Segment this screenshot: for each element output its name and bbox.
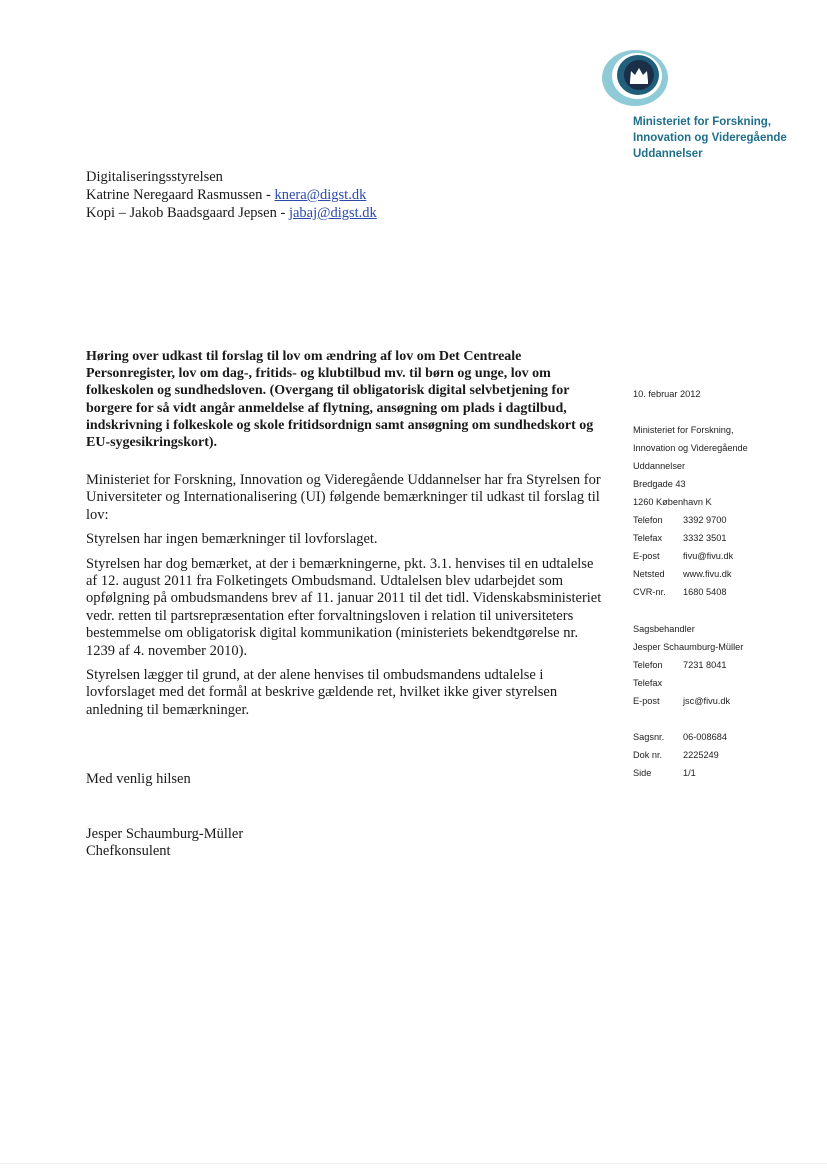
case-row	[633, 728, 823, 746]
letter-subject: Høring over udkast til forslag til lov om ændring af lov om Det Centreale Personregister, lov om dag-, fritids- og klubtilbud mv. til børn og unge, lov om folkeskolen og sundhedsloven. (Overgang til obligatorisk digital selvbetjening for borgere for så vidt angår anmeldelse af flytning, ansøgning om plads i dagtilbud, indskrivning i folkeskole og skole fritidsordnign samt ansøgning om sundhedskort og EU-sygesikringskort).	[86, 349, 594, 451]
recipient-email-link[interactable]: knera@digst.dk	[274, 187, 367, 203]
case-row	[633, 764, 823, 782]
ministry-crown-logo-icon	[600, 48, 670, 108]
sidebar-org-line: Innovation og Videregående	[633, 443, 748, 453]
handler-contact-row	[633, 674, 823, 692]
contact-label: Telefax	[633, 678, 663, 688]
contact-value: 7231 8041	[683, 660, 727, 670]
copy-email-link[interactable]: jabaj@digst.dk	[288, 205, 377, 221]
contact-label: CVR-nr.	[633, 587, 666, 597]
case-row	[633, 746, 823, 764]
contact-label: Telefon	[633, 515, 663, 525]
ministry-name-line: Ministeriet for Forskning,	[633, 116, 772, 128]
sidebar-org-line: Ministeriet for Forskning,	[633, 425, 734, 435]
contact-label: E-post	[633, 696, 660, 706]
contact-row	[633, 529, 823, 547]
address-street: Bredgade 43	[633, 479, 686, 489]
case-value: 1/1	[683, 768, 696, 778]
case-label: Sagsnr.	[633, 732, 665, 742]
sidebar-handler	[633, 620, 823, 710]
contact-label: Netsted	[633, 569, 665, 579]
scan-edge-divider	[0, 1163, 827, 1164]
body-paragraph: Styrelsen lægger til grund, at der alene henvises til ombudsmandens udtalelse i lovforslaget med det formål at beskrive gældende ret, hvilket ikke giver styrelsen anledning til bemærkninger.	[86, 667, 558, 718]
contact-value: 3392 9700	[683, 515, 727, 525]
handler-contact-row	[633, 692, 823, 710]
contact-row	[633, 583, 823, 601]
contact-value: 1680 5408	[683, 587, 727, 597]
contact-value: jsc@fivu.dk	[683, 696, 731, 706]
body-paragraph: Styrelsen har dog bemærket, at der i bemærkningerne, pkt. 3.1. henvises til en udtalelse af 12. august 2011 fra Folketingets Ombudsmand. Udtalelsen blev udarbejdet som opfølgning på ombudsmandens brev af 11. januar 2011 til det tidl. Videnskabsministeriet vedr. retten til partsrepræsentation efter forvaltningsloven i relation til universiteters bestemmelse om obligatorisk digital kommunikation (ministeriets bekendtgørelse nr. 1239 af 4. november 2010).	[86, 555, 602, 659]
address-city: 1260 København K	[633, 497, 712, 507]
signature-title: Chefkonsulent	[86, 843, 171, 860]
contact-label: Telefax	[633, 533, 663, 543]
case-label: Side	[633, 768, 652, 778]
copy-name: Kopi – Jakob Baadsgaard Jepsen -	[86, 205, 289, 221]
body-paragraph: Styrelsen har ingen bemærkninger til lovforslaget.	[86, 531, 378, 548]
contact-row	[633, 547, 823, 565]
sidebar-address	[633, 475, 823, 601]
case-value: 06-008684	[683, 732, 727, 742]
contact-row	[633, 511, 823, 529]
recipient-name: Katrine Neregaard Rasmussen -	[86, 187, 275, 203]
contact-value: fivu@fivu.dk	[683, 551, 734, 561]
contact-label: E-post	[633, 551, 660, 561]
ministry-name-line: Innovation og Videregående	[633, 132, 787, 144]
copy-line	[86, 204, 377, 222]
recipient-org: Digitaliseringsstyrelsen	[86, 169, 223, 185]
letter-date: 10. februar 2012	[633, 389, 701, 399]
sidebar-org	[633, 421, 823, 475]
body-paragraph: Ministeriet for Forskning, Innovation og Videregående Uddannelser har fra Styrelsen for Universiteter og Internationalisering (UI) følgende bemærkninger til udkast til forslag til lov:	[86, 472, 601, 523]
contact-label: Telefon	[633, 660, 663, 670]
sidebar-case	[633, 728, 823, 782]
handler-label: Sagsbehandler	[633, 624, 695, 634]
recipient-block	[86, 168, 377, 222]
case-label: Dok nr.	[633, 750, 663, 760]
handler-contact-row	[633, 656, 823, 674]
letter-body	[86, 472, 606, 726]
closing-greeting: Med venlig hilsen	[86, 771, 191, 787]
contact-row	[633, 565, 823, 583]
sidebar-org-line: Uddannelser	[633, 461, 686, 471]
case-value: 2225249	[683, 750, 719, 760]
contact-value: www.fivu.dk	[683, 569, 732, 579]
ministry-name	[633, 114, 823, 162]
signature	[86, 826, 243, 861]
ministry-name-line: Uddannelser	[633, 148, 703, 160]
contact-value: 3332 3501	[683, 533, 727, 543]
signature-name: Jesper Schaumburg-Müller	[86, 826, 244, 842]
recipient-line	[86, 186, 377, 204]
handler-name: Jesper Schaumburg-Müller	[633, 642, 744, 652]
